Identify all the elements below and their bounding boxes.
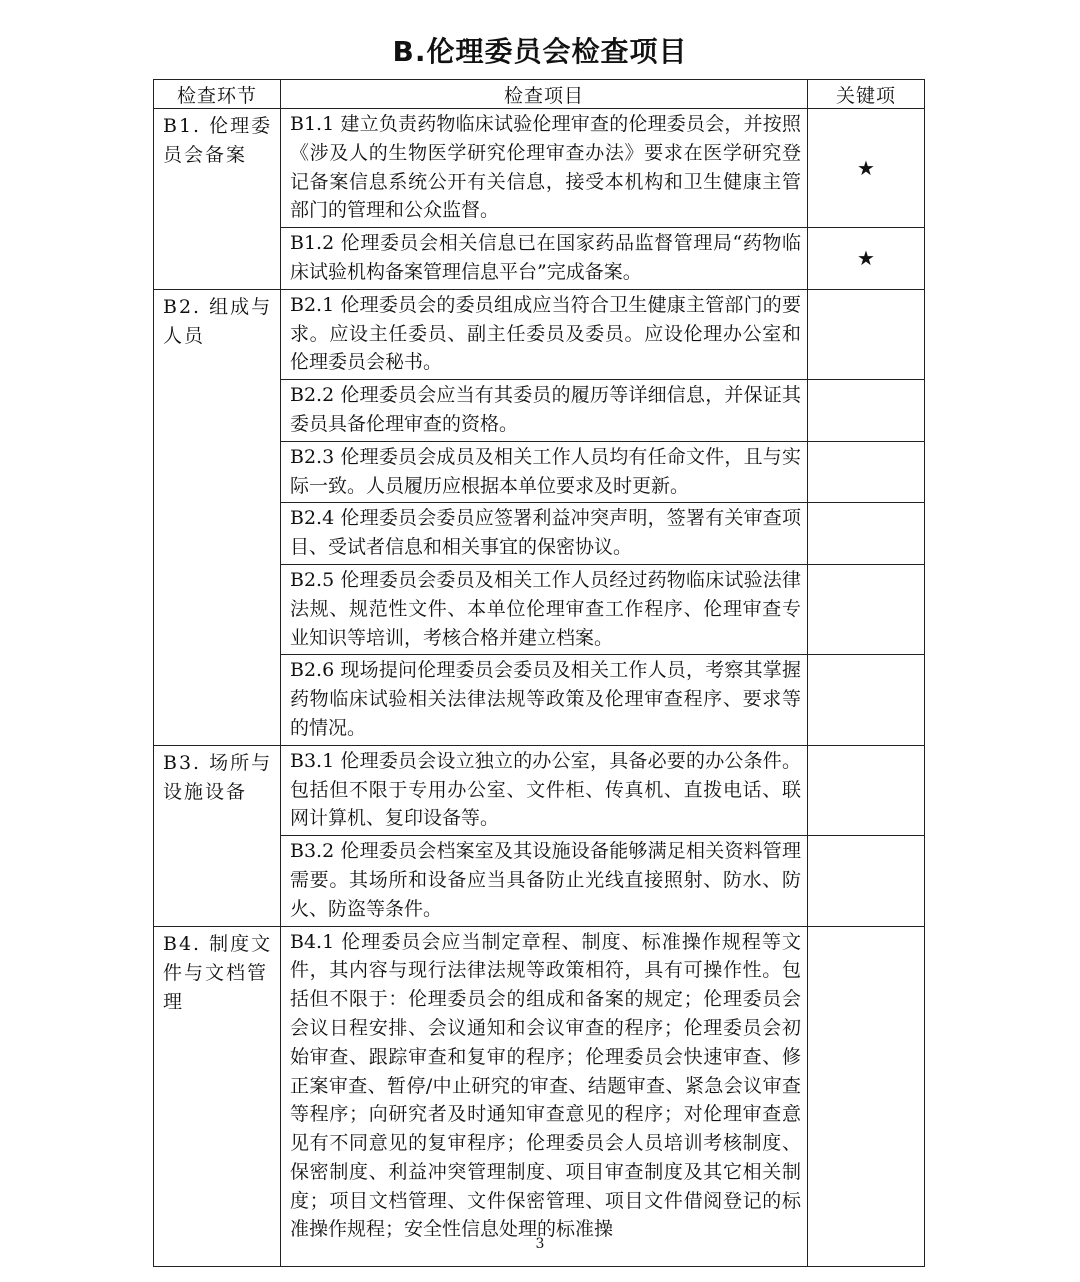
table-row xyxy=(154,926,925,1266)
key-cell xyxy=(808,441,925,503)
item-cell: B2.2 伦理委员会应当有其委员的履历等详细信息，并保证其委员具备伦理审查的资格。 xyxy=(281,380,808,442)
section-cell-b3: B3. 场所与设施设备 xyxy=(154,745,281,926)
table-row xyxy=(154,289,925,379)
item-cell: B2.3 伦理委员会成员及相关工作人员均有任命文件，且与实际一致。人员履历应根据本单位要求及时更新。 xyxy=(281,441,808,503)
section-cell-b2: B2. 组成与人员 xyxy=(154,289,281,745)
key-cell xyxy=(808,655,925,745)
item-cell: B1.1 建立负责药物临床试验伦理审查的伦理委员会，并按照《涉及人的生物医学研究伦理审查办法》要求在医学研究登记备案信息系统公开有关信息，接受本机构和卫生健康主管部门的管理和公众监督。 xyxy=(281,109,808,228)
page-number: 3 xyxy=(535,1236,545,1252)
key-cell xyxy=(808,503,925,565)
key-cell xyxy=(808,380,925,442)
section-cell-b1: B1. 伦理委员会备案 xyxy=(154,109,281,290)
item-cell: B2.4 伦理委员会委员应签署利益冲突声明，签署有关审查项目、受试者信息和相关事宜的保密协议。 xyxy=(281,503,808,565)
item-cell: B3.1 伦理委员会设立独立的办公室，具备必要的办公条件。包括但不限于专用办公室、文件柜、传真机、直拨电话、联网计算机、复印设备等。 xyxy=(281,745,808,835)
key-cell xyxy=(808,836,925,926)
item-cell: B2.6 现场提问伦理委员会委员及相关工作人员，考察其掌握药物临床试验相关法律法规等政策及伦理审查程序、要求等的情况。 xyxy=(281,655,808,745)
key-cell xyxy=(808,926,925,1266)
key-cell xyxy=(808,289,925,379)
item-cell: B2.1 伦理委员会的委员组成应当符合卫生健康主管部门的要求。应设主任委员、副主任委员及委员。应设伦理办公室和伦理委员会秘书。 xyxy=(281,289,808,379)
page-title: B.伦理委员会检查项目 xyxy=(392,35,688,68)
table-row xyxy=(154,745,925,835)
key-star: ★ xyxy=(808,109,925,228)
header-section: 检查环节 xyxy=(154,80,281,109)
header-key: 关键项 xyxy=(808,80,925,109)
key-star: ★ xyxy=(808,228,925,290)
item-cell: B4.1 伦理委员会应当制定章程、制度、标准操作规程等文件，其内容与现行法律法规等政策相符，具有可操作性。包括但不限于：伦理委员会的组成和备案的规定；伦理委员会会议日程安排、会议通知和会议审查的程序；伦理委员会初始审查、跟踪审查和复审的程序；伦理委员会快速审查、修正案审查、暂停/中止研究的审查、结题审查、紧急会议审查等程序；向研究者及时通知审查意见的程序；对伦理审查意见有不同意见的复审程序；伦理委员会人员培训考核制度、保密制度、利益冲突管理制度、项目审查制度及其它相关制度；项目文档管理、文件保密管理、项目文件借阅登记的标准操作规程；安全性信息处理的标准操 xyxy=(281,926,808,1266)
item-cell: B1.2 伦理委员会相关信息已在国家药品监督管理局“药物临床试验机构备案管理信息平台”完成备案。 xyxy=(281,228,808,290)
table-row xyxy=(154,109,925,228)
checklist-table xyxy=(153,79,925,1267)
section-cell-b4: B4. 制度文件与文档管理 xyxy=(154,926,281,1266)
item-cell: B2.5 伦理委员会委员及相关工作人员经过药物临床试验法律法规、规范性文件、本单位伦理审查工作程序、伦理审查专业知识等培训，考核合格并建立档案。 xyxy=(281,564,808,654)
key-cell xyxy=(808,745,925,835)
key-cell xyxy=(808,564,925,654)
table-header-row xyxy=(154,80,925,109)
item-cell: B3.2 伦理委员会档案室及其设施设备能够满足相关资料管理需要。其场所和设备应当具备防止光线直接照射、防水、防火、防盗等条件。 xyxy=(281,836,808,926)
header-item: 检查项目 xyxy=(281,80,808,109)
